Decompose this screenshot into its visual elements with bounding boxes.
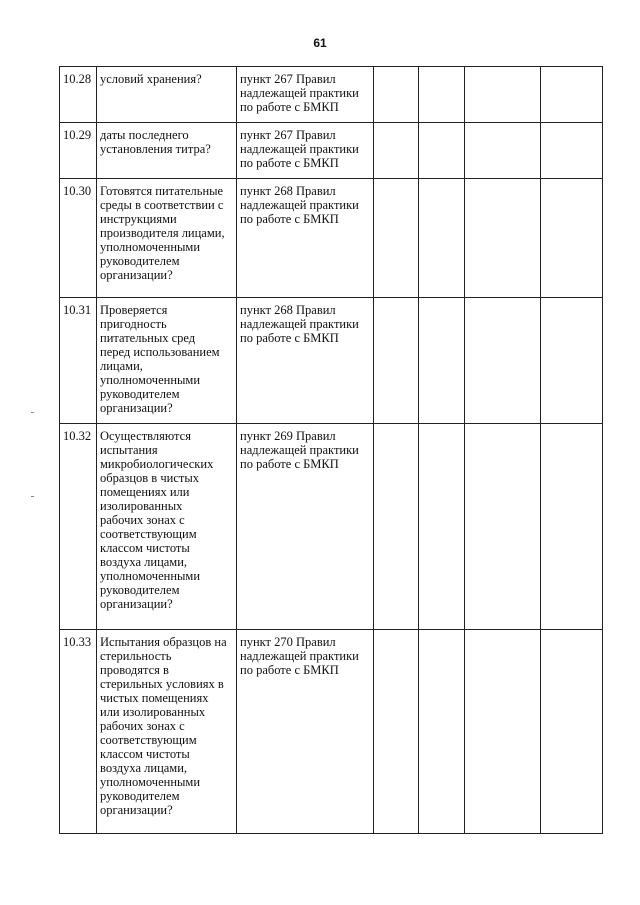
legal-reference: пункт 267 Правил надлежащей практики по работе с БМКП xyxy=(237,123,374,179)
answer-cell-no[interactable] xyxy=(419,424,465,630)
answer-cell-not-applicable[interactable] xyxy=(465,179,541,298)
requirement-question: Осуществляются испытания микробиологических образцов в чистых помещениях или изолированных рабочих зонах с соответствующим классом чистоты воздуха лицами, уполномоченными руководителем организации? xyxy=(97,424,237,630)
answer-cell-yes[interactable] xyxy=(374,67,419,123)
answer-cell-yes[interactable] xyxy=(374,179,419,298)
page-number: 61 xyxy=(313,36,327,50)
item-number: 10.29 xyxy=(60,123,97,179)
answer-cell-yes[interactable] xyxy=(374,630,419,834)
answer-cell-not-applicable[interactable] xyxy=(465,298,541,424)
table-row xyxy=(60,630,603,834)
table-row xyxy=(60,123,603,179)
answer-cell-no[interactable] xyxy=(419,67,465,123)
item-number: 10.30 xyxy=(60,179,97,298)
note-cell[interactable] xyxy=(541,424,603,630)
note-cell[interactable] xyxy=(541,630,603,834)
note-cell[interactable] xyxy=(541,123,603,179)
answer-cell-no[interactable] xyxy=(419,298,465,424)
item-number: 10.28 xyxy=(60,67,97,123)
requirement-question: даты последнего установления титра? xyxy=(97,123,237,179)
scan-artifact xyxy=(31,496,34,497)
item-number: 10.31 xyxy=(60,298,97,424)
requirement-question: Испытания образцов на стерильность проводятся в стерильных условиях в чистых помещениях или изолированных рабочих зонах с соответствующим классом чистоты воздуха лицами, уполномоченными руководителем организации? xyxy=(97,630,237,834)
answer-cell-no[interactable] xyxy=(419,630,465,834)
legal-reference: пункт 268 Правил надлежащей практики по работе с БМКП xyxy=(237,298,374,424)
answer-cell-yes[interactable] xyxy=(374,298,419,424)
note-cell[interactable] xyxy=(541,67,603,123)
answer-cell-not-applicable[interactable] xyxy=(465,67,541,123)
answer-cell-no[interactable] xyxy=(419,179,465,298)
answer-cell-yes[interactable] xyxy=(374,424,419,630)
table-row xyxy=(60,179,603,298)
checklist-table xyxy=(59,66,603,834)
note-cell[interactable] xyxy=(541,298,603,424)
answer-cell-no[interactable] xyxy=(419,123,465,179)
item-number: 10.32 xyxy=(60,424,97,630)
answer-cell-not-applicable[interactable] xyxy=(465,630,541,834)
answer-cell-not-applicable[interactable] xyxy=(465,424,541,630)
scan-artifact xyxy=(31,412,34,413)
legal-reference: пункт 270 Правил надлежащей практики по работе с БМКП xyxy=(237,630,374,834)
note-cell[interactable] xyxy=(541,179,603,298)
requirement-question: условий хранения? xyxy=(97,67,237,123)
legal-reference: пункт 269 Правил надлежащей практики по работе с БМКП xyxy=(237,424,374,630)
requirement-question: Проверяется пригодность питательных сред перед использованием лицами, уполномоченными руководителем организации? xyxy=(97,298,237,424)
table-row xyxy=(60,298,603,424)
table-row xyxy=(60,424,603,630)
requirement-question: Готовятся питательные среды в соответствии с инструкциями производителя лицами, уполномоченными руководителем организации? xyxy=(97,179,237,298)
legal-reference: пункт 267 Правил надлежащей практики по работе с БМКП xyxy=(237,67,374,123)
legal-reference: пункт 268 Правил надлежащей практики по работе с БМКП xyxy=(237,179,374,298)
answer-cell-not-applicable[interactable] xyxy=(465,123,541,179)
table-row xyxy=(60,67,603,123)
item-number: 10.33 xyxy=(60,630,97,834)
answer-cell-yes[interactable] xyxy=(374,123,419,179)
